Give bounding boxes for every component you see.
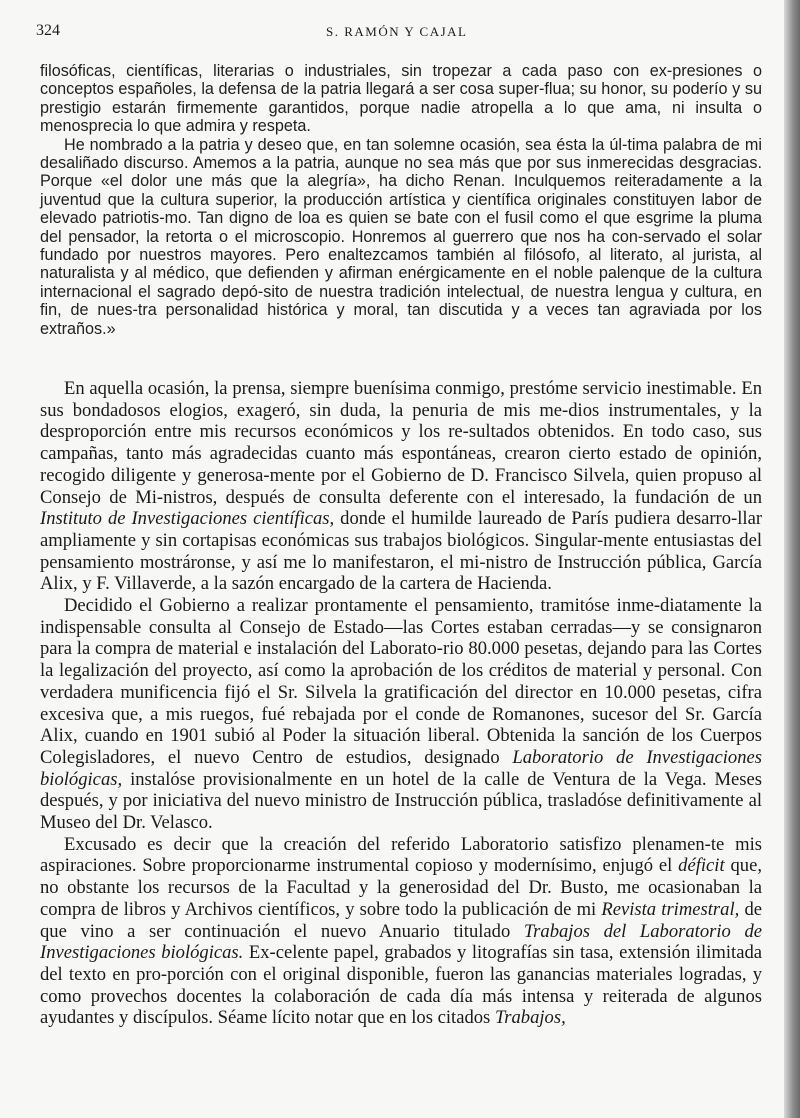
quote-paragraph: He nombrado a la patria y deseo que, en tan solemne ocasión, sea ésta la úl-tima palabra de mi desaliñado discurso. Amemos a la patria, aunque no sea más que por sus inmerecidas desgracias. Porque «el dolor une más que la alegría», ha dicho Renan. Inculquemos reiteradamente a la juventud que la cultura superior, la producción artística y científica originales constituyen labor de elevado patriotis-mo. Tan digno de loa es quien se bate con el fusil como el que esgrime la pluma del pensador, la retorta o el microscopio. Honremos al guerrero que nos ha con-servado el solar fundado por nuestros mayores. Pero enaltezcamos también al filósofo, al literato, al jurista, al naturalista y al médico, que defienden y afirman enérgicamente en el noble palenque de la cultura internacional el sagrado depó-sito de nuestra tradición intelectual, de nuestra lengua y cultura, en fin, de nues-tra personalidad histórica y moral, tan discutida y a veces tan agraviada por los extraños.» [40,135,762,338]
body-text [40,378,762,1029]
page-edge-shadow [784,0,800,1118]
italic-run: Trabajos, [494,1007,566,1029]
text-run: que, no obstante los recursos de la Facultad y la generosidad del Dr. Busto, me ocasionaban la compra de libros y Archivos científicos, y sobre todo la publicación de mi [40,855,762,920]
body-paragraph [40,834,762,1029]
running-title: S. RAMÓN Y CAJAL [326,24,468,39]
text-run: Excusado es decir que la creación del referido Laboratorio satisfizo plenamen-te mis aspiraciones. Sobre proporcionarme instrumental copioso y modernísimo, enjugó el [40,833,762,877]
page-number: 324 [36,22,60,39]
italic-run: Laboratorio de Investigaciones biológicas, [40,746,762,790]
italic-run: Trabajos del Laboratorio de Investigaciones biológicas. [40,920,762,964]
italic-run: déficit [678,855,725,877]
italic-run: Revista trimestral, [601,898,740,920]
text-run: donde el humilde laureado de París pudiera desarro-llar ampliamente y sin cortapisas económicas sus trabajos biológicos. Singular-mente entusiastas del pensamiento mostráronse, y así me lo manifestaron, el mi-nistro de Instrucción pública, García Alix, y F. Villaverde, a la sazón encargado de la cartera de Hacienda. [40,508,763,595]
italic-run: Instituto de Investigaciones científicas, [40,508,335,530]
quote-paragraph: filosóficas, científicas, literarias o industriales, sin tropezar a cada paso con ex-presiones o conceptos españoles, la defensa de la patria llegará a ser cosa super-flua; su honor, su poderío y su prestigio estarán firmemente garantidos, porque nadie atropella a lo que ama, ni insulta o menosprecia lo que admira y respeta. [40,62,762,136]
body-paragraph [40,378,762,595]
text-run: instalóse provisionalmente en un hotel de la calle de Ventura de la Vega. Meses después, y por iniciativa del nuevo ministro de Instrucción pública, trasladóse definitivamente al Museo del Dr. Velasco. [40,768,762,834]
text-run: En aquella ocasión, la prensa, siempre buenísima conmigo, prestóme servicio inestimable. En sus bondadosos elogios, exageró, sin duda, la penuria de mis me-dios instrumentales, y la desproporción entre mis recursos económicos y los re-sultados obtenidos. En todo caso, sus campañas, tanto más agradecidas cuanto más espontáneas, crearon cierto estado de opinión, recogido diligente y generosa-mente por el Gobierno de D. Francisco Silvela, quien propuso al Consejo de Mi-nistros, después de consulta deferente con el interesado, la fundación de un [40,378,762,508]
body-paragraph [40,595,762,834]
text-run: de que vino a ser continuación el nuevo Anuario titulado [40,898,763,942]
quoted-speech [40,62,762,338]
running-head [36,22,776,46]
text-run: Decidido el Gobierno a realizar prontamente el pensamiento, tramitóse inme-diatamente la indispensable consulta al Consejo de Estado—las Cortes estaban cerradas—y se consignaron para la compra de material e instalación del Laborato-rio 80.000 pesetas, dejando para las Cortes la legalización del proyecto, así como la aprobación de los créditos de material y personal. Con verdadera munificencia fijó el Sr. Silvela la gratificación del director en 10.000 pesetas, cifra excesiva que, a mis ruegos, fué rebajada por el conde de Romanones, sucesor del Sr. García Alix, cuando en 1901 subió al Poder la situación liberal. Obtenida la sanción de los Cuerpos Colegisladores, el nuevo Centro de estudios, designado [40,595,762,768]
text-run: Ex-celente papel, grabados y litografías sin tasa, extensión ilimitada del texto en pro-porción con el original disponible, fueron las ganancias materiales logradas, y como provechos docentes la colaboración de cada día más intensa y reiterada de algunos ayudantes y discípulos. Séame lícito notar que en los citados [40,942,762,1029]
